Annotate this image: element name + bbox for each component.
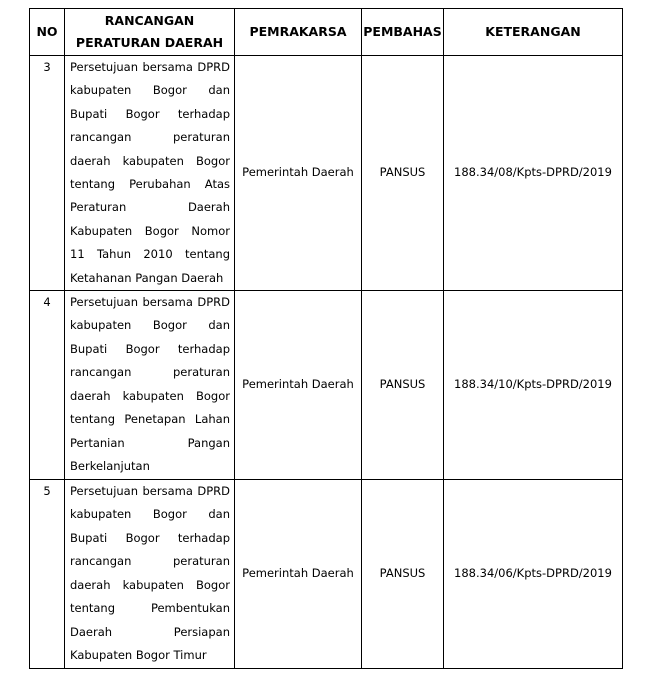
header-pemrakarsa: PEMRAKARSA — [235, 9, 362, 56]
header-keterangan: KETERANGAN — [444, 9, 623, 56]
header-pembahas: PEMBAHAS — [362, 9, 444, 56]
header-rancangan-line2: PERATURAN DAERAH — [75, 35, 224, 50]
row-keterangan: 188.34/06/Kpts-DPRD/2019 — [444, 480, 623, 669]
header-no: NO — [30, 9, 65, 56]
row-keterangan: 188.34/10/Kpts-DPRD/2019 — [444, 291, 623, 480]
table-row — [30, 56, 623, 291]
row-pembahas: PANSUS — [362, 56, 444, 291]
table-row — [30, 480, 623, 669]
row-number: 3 — [30, 56, 65, 291]
row-number: 5 — [30, 480, 65, 669]
header-rancangan — [65, 9, 235, 56]
regulation-table-container — [29, 8, 623, 669]
row-rancangan: Persetujuan bersama DPRD kabupaten Bogor dan Bupati Bogor terhadap rancangan peraturan daerah kabupaten Bogor tentang Penetapan Lahan Pertanian Pangan Berkelanjutan — [65, 291, 235, 480]
row-pemrakarsa: Pemerintah Daerah — [235, 291, 362, 480]
row-number: 4 — [30, 291, 65, 480]
header-rancangan-line1: RANCANGAN — [104, 13, 195, 28]
table-row — [30, 291, 623, 480]
table-header-row — [30, 9, 623, 56]
row-pembahas: PANSUS — [362, 480, 444, 669]
row-pemrakarsa: Pemerintah Daerah — [235, 56, 362, 291]
row-pembahas: PANSUS — [362, 291, 444, 480]
row-pemrakarsa: Pemerintah Daerah — [235, 480, 362, 669]
regulation-table — [29, 8, 623, 669]
row-rancangan: Persetujuan bersama DPRD kabupaten Bogor dan Bupati Bogor terhadap rancangan peraturan daerah kabupaten Bogor tentang Pembentukan Daerah Persiapan Kabupaten Bogor Timur — [65, 480, 235, 669]
row-keterangan: 188.34/08/Kpts-DPRD/2019 — [444, 56, 623, 291]
row-rancangan: Persetujuan bersama DPRD kabupaten Bogor dan Bupati Bogor terhadap rancangan peraturan daerah kabupaten Bogor tentang Perubahan Atas Peraturan Daerah Kabupaten Bogor Nomor 11 Tahun 2010 tentang Ketahanan Pangan Daerah — [65, 56, 235, 291]
